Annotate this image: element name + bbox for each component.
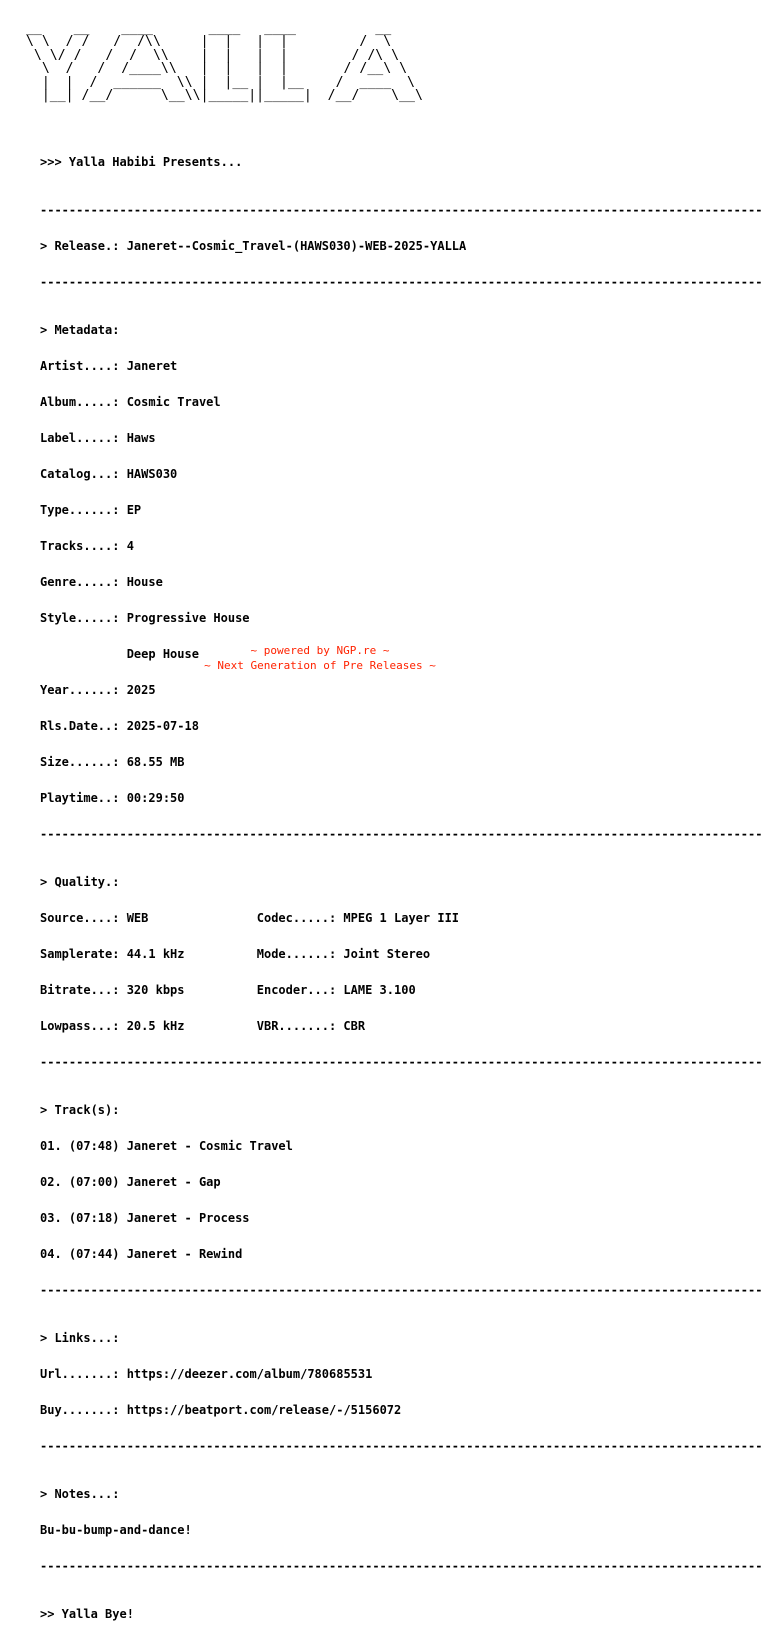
footer-powered-by: ~ powered by NGP.re ~ bbox=[250, 644, 390, 657]
metadata-line: Rls.Date..: 2025-07-18 bbox=[40, 719, 199, 733]
quality-line: Source....: WEB Codec.....: MPEG 1 Layer III bbox=[40, 911, 460, 925]
yalla-logo-ascii: __ __ ____ ____ ____ __ \ \ / / / /\\ | | | | / \ \ \/ / / / \\ | | | | / /\ \ \ / / /____\\ | | | | / /__\ \ | | / ______ \\ | |__ | |__ / ____ \ |__| /__/ \__\\|_____||_____| /__/ \__\ bbox=[25, 21, 423, 104]
outro-line: >> Yalla Bye! bbox=[40, 1607, 134, 1621]
metadata-header: > Metadata: bbox=[40, 323, 120, 337]
metadata-line: Album.....: Cosmic Travel bbox=[40, 395, 221, 409]
quality-header: > Quality.: bbox=[40, 875, 120, 889]
quality-line: Bitrate...: 320 kbps Encoder...: LAME 3.100 bbox=[40, 983, 416, 997]
tracks-header: > Track(s): bbox=[40, 1103, 120, 1117]
buy-line bbox=[40, 1404, 600, 1416]
metadata-line: Style.....: Progressive House bbox=[40, 611, 250, 625]
nfo-body bbox=[40, 132, 762, 1632]
url-line bbox=[40, 1368, 600, 1380]
quality-line: Lowpass...: 20.5 kHz VBR.......: CBR bbox=[40, 1019, 366, 1033]
metadata-line: Artist....: Janeret bbox=[40, 359, 178, 373]
notes-header: > Notes...: bbox=[40, 1487, 120, 1501]
metadata-line: Tracks....: 4 bbox=[40, 539, 134, 553]
track-item: 02. (07:00) Janeret - Gap bbox=[40, 1175, 221, 1189]
quality-line: Samplerate: 44.1 kHz Mode......: Joint Stereo bbox=[40, 947, 431, 961]
footer-tagline: ~ Next Generation of Pre Releases ~ bbox=[204, 659, 436, 672]
metadata-line: Size......: 68.55 MB bbox=[40, 755, 185, 769]
metadata-line: Playtime..: 00:29:50 bbox=[40, 791, 185, 805]
separator: ---------------------------------------------------------------------------------------------------- bbox=[40, 1283, 762, 1297]
metadata-line: Genre.....: House bbox=[40, 575, 163, 589]
separator: ---------------------------------------------------------------------------------------------------- bbox=[40, 1055, 762, 1069]
track-item: 01. (07:48) Janeret - Cosmic Travel bbox=[40, 1139, 293, 1153]
notes-text: Bu-bu-bump-and-dance! bbox=[40, 1523, 192, 1537]
metadata-line: Year......: 2025 bbox=[40, 683, 156, 697]
deezer-link[interactable]: https://deezer.com/album/780685531 bbox=[126, 1367, 373, 1381]
intro-line: >>> Yalla Habibi Presents... bbox=[40, 155, 243, 169]
track-item: 03. (07:18) Janeret - Process bbox=[40, 1211, 250, 1225]
track-item: 04. (07:44) Janeret - Rewind bbox=[40, 1247, 243, 1261]
separator: ---------------------------------------------------------------------------------------------------- bbox=[40, 1559, 762, 1573]
url-label: Url.......: bbox=[40, 1367, 127, 1381]
release-line: > Release.: Janeret--Cosmic_Travel-(HAWS030)-WEB-2025-YALLA bbox=[40, 239, 467, 253]
beatport-link[interactable]: https://beatport.com/release/-/5156072 bbox=[126, 1403, 402, 1417]
links-header: > Links...: bbox=[40, 1331, 120, 1345]
separator: ---------------------------------------------------------------------------------------------------- bbox=[40, 1439, 762, 1453]
metadata-line: Catalog...: HAWS030 bbox=[40, 467, 178, 481]
separator: ---------------------------------------------------------------------------------------------------- bbox=[40, 203, 762, 217]
metadata-line: Label.....: Haws bbox=[40, 431, 156, 445]
metadata-line: Deep House bbox=[40, 647, 199, 661]
separator: ---------------------------------------------------------------------------------------------------- bbox=[40, 827, 762, 841]
buy-label: Buy.......: bbox=[40, 1403, 127, 1417]
metadata-line: Type......: EP bbox=[40, 503, 142, 517]
separator: ---------------------------------------------------------------------------------------------------- bbox=[40, 275, 762, 289]
